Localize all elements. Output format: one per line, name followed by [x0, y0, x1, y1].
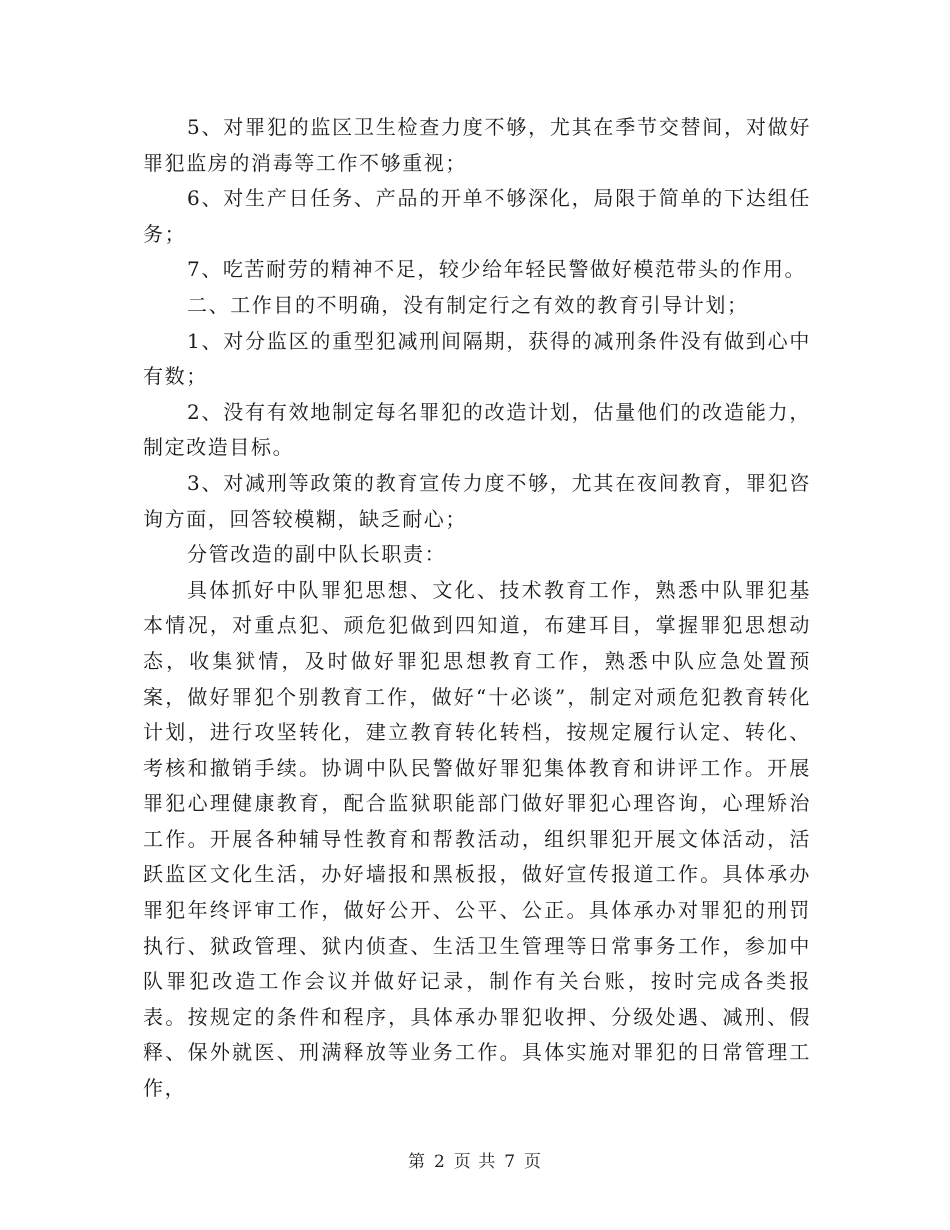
footer-suffix: 页	[524, 1152, 543, 1172]
footer-prefix: 第	[407, 1152, 426, 1172]
footer-current-page: 2	[433, 1152, 446, 1172]
duties-paragraph: 具体抓好中队罪犯思想、文化、技术教育工作，熟悉中队罪犯基本情况，对重点犯、顽危犯做到四知道，布建耳目，掌握罪犯思想动态，收集狱情，及时做好罪犯思想教育工作，熟悉中队应急处置预案，做好罪犯个别教育工作，做好“十必谈”，制定对顽危犯教育转化计划，进行攻坚转化，建立教育转化转档，按规定履行认定、转化、考核和撤销手续。协调中队民警做好罪犯集体教育和讲评工作。开展罪犯心理健康教育，配合监狱职能部门做好罪犯心理咨询，心理矫治工作。开展各种辅导性教育和帮教活动，组织罪犯开展文体活动，活跃监区文化生活，办好墙报和黑板报，做好宣传报道工作。具体承办罪犯年终评审工作，做好公开、公平、公正。具体承办对罪犯的刑罚执行、狱政管理、狱内侦查、生活卫生管理等日常事务工作，参加中队罪犯改造工作会议并做好记录，制作有关台账，按时完成各类报表。按规定的条件和程序，具体承办罪犯收押、分级处遇、减刑、假释、保外就医、刑满释放等业务工作。具体实施对罪犯的日常管理工作，	[143, 577, 811, 1101]
page-footer	[0, 1147, 950, 1172]
section-heading-two: 二、工作目的不明确，没有制定行之有效的教育引导计划；	[187, 292, 749, 317]
footer-total-pages: 7	[504, 1152, 517, 1172]
document-body	[143, 110, 811, 1107]
paragraph-item-7: 7、吃苦耐劳的精神不足，较少给年轻民警做好模范带头的作用。	[187, 257, 807, 282]
paragraph-item-3: 3、对减刑等政策的教育宣传力度不够，尤其在夜间教育，罪犯咨询方面，回答较模糊，缺乏耐心；	[143, 470, 811, 531]
paragraph-item-1: 1、对分监区的重型犯减刑间隔期，获得的减刑条件没有做到心中有数；	[143, 328, 811, 389]
footer-middle: 页 共	[453, 1152, 497, 1172]
paragraph-item-5: 5、对罪犯的监区卫生检查力度不够，尤其在季节交替间，对做好罪犯监房的消毒等工作不够重视；	[143, 115, 811, 175]
paragraph-item-6: 6、对生产日任务、产品的开单不够深化，局限于简单的下达组任务；	[143, 186, 811, 246]
paragraph-item-2: 2、没有有效地制定每名罪犯的改造计划，估量他们的改造能力，制定改造目标。	[143, 399, 811, 460]
duties-heading: 分管改造的副中队长职责：	[187, 542, 447, 567]
